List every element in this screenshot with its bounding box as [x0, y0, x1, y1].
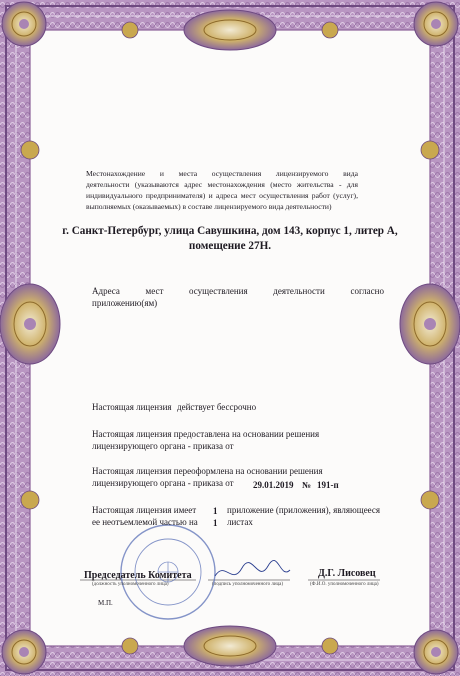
location-heading-line-4: выполняемых (оказываемых) в составе лицензируемого вида деятельности) [86, 202, 332, 211]
granted-line-2: лицензирующего органа - приказа от [92, 441, 234, 451]
validity-label: Настоящая лицензия [92, 402, 172, 412]
signatory-name: Д.Г. Лисовец [318, 568, 376, 579]
appendix-left-line-1: Настоящая лицензия имеет [92, 505, 197, 515]
bottom-medallion [184, 626, 276, 666]
address-line-1: г. Санкт-Петербург, улица Савушкина, дом 143, корпус 1, литер А, [62, 225, 398, 237]
reissued-order-date: 29.01.2019 [253, 480, 294, 490]
location-heading-line-2: деятельности (указываются адрес местонахождения (место жительства - для [86, 180, 358, 189]
addresses-note-line-1: Адреса мест осуществления деятельности согласно [92, 286, 384, 296]
validity-value: действует бессрочно [177, 402, 257, 412]
corner-ornament-bottom-left [2, 630, 46, 674]
reissued-line-1: Настоящая лицензия переоформлена на основании решения [92, 466, 323, 476]
reissued-line-2: лицензирующего органа - приказа от [92, 478, 234, 488]
corner-ornament-top-left [2, 2, 46, 46]
appendix-left-line-2: ее неотъемлемой частью на [92, 517, 198, 527]
addresses-note-line-2: приложению(ям) [92, 298, 158, 308]
reissued-number-sign: № [302, 480, 312, 490]
signatory-position: Председатель Комитета [84, 570, 192, 581]
reissued-order-number: 191-п [317, 480, 339, 490]
signature-caption: (подпись уполномоченного лица) [212, 582, 284, 587]
appendix-count: 1 [213, 506, 218, 516]
appendix-right-line-2: листах [227, 517, 253, 527]
corner-ornament-top-right [414, 2, 458, 46]
left-side-medallion [0, 284, 60, 364]
granted-line-1: Настоящая лицензия предоставлена на основании решения [92, 429, 320, 439]
appendix-right-line-1: приложение (приложения), являющееся [227, 505, 381, 515]
right-side-medallion [400, 284, 460, 364]
name-caption: (Ф.И.О. уполномоченного лица) [310, 582, 379, 587]
corner-ornament-bottom-right [414, 630, 458, 674]
top-medallion [184, 10, 276, 50]
location-heading-line-3: индивидуального предпринимателя) и адреса мест осуществления работ (услуг), [86, 191, 358, 200]
address-line-2: помещение 27Н. [188, 240, 272, 252]
appendix-sheets-count: 1 [213, 518, 218, 528]
position-caption: (должность уполномоченного лица) [92, 582, 169, 587]
location-heading-line-1: Местонахождение и места осуществления лицензируемого вида [86, 169, 358, 178]
seal-placeholder-mp: М.П. [98, 599, 113, 607]
